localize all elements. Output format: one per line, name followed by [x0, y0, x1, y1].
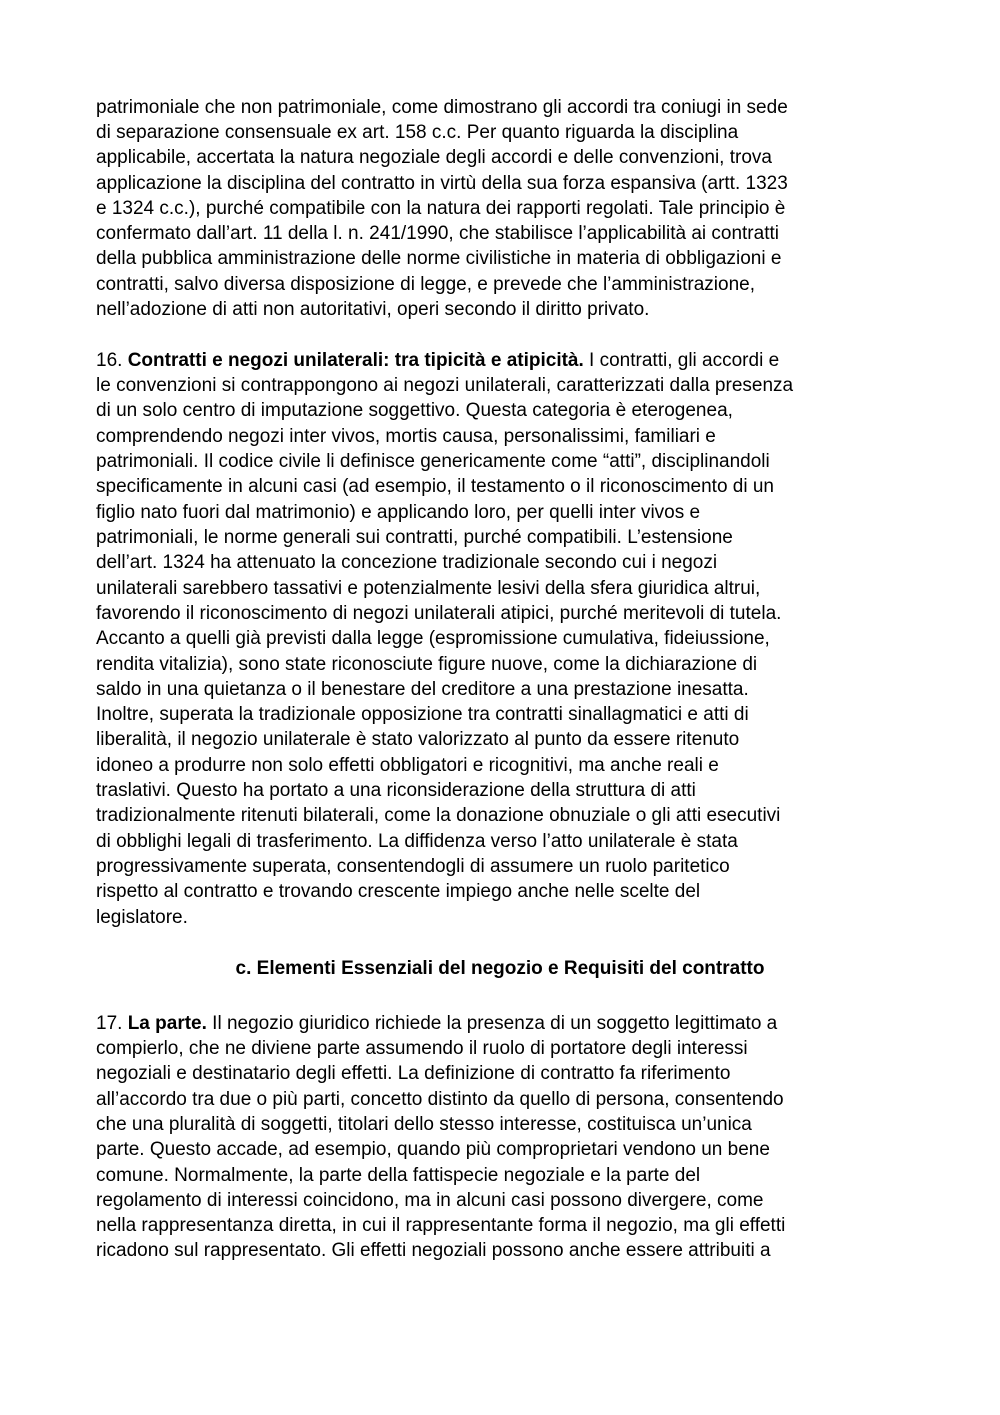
section-title: Contratti e negozi unilaterali: tra tipicità e atipicità. — [127, 350, 584, 371]
text-line: Inoltre, superata la tradizionale opposizione tra contratti sinallagmatici e atti di — [96, 704, 749, 725]
text-line: patrimoniali. Il codice civile li definisce genericamente come “atti”, disciplinandoli — [96, 451, 770, 472]
text-line: unilaterali sarebbero tassativi e potenzialmente lesivi della sfera giuridica altrui, — [96, 578, 761, 599]
text-line: ricadono sul rappresentato. Gli effetti negoziali possono anche essere attribuiti a — [96, 1240, 771, 1261]
text-line: Accanto a quelli già previsti dalla legge (espromissione cumulativa, fideiussione, — [96, 628, 770, 649]
text-line: negoziali e destinatario degli effetti. La definizione di contratto fa riferimento — [96, 1063, 731, 1084]
text-line: patrimoniali, le norme generali sui contratti, purché compatibili. L’estensione — [96, 527, 733, 548]
text-run: Il negozio giuridico richiede la presenza di un soggetto legittimato a — [206, 1013, 778, 1034]
section-17-first-line — [96, 1011, 777, 1036]
section-number: 17. — [96, 1013, 128, 1034]
text-line: dell’art. 1324 ha attenuato la concezione tradizionale secondo cui i negozi — [96, 552, 718, 573]
text-line: liberalità, il negozio unilaterale è stato valorizzato al punto da essere ritenuto — [96, 729, 740, 750]
text-run: I contratti, gli accordi e — [583, 350, 780, 371]
text-line: di obblighi legali di trasferimento. La diffidenza verso l’atto unilaterale è stata — [96, 831, 738, 852]
text-line: e 1324 c.c.), purché compatibile con la natura dei rapporti regolati. Tale principio è — [96, 198, 786, 219]
text-line: applicazione la disciplina del contratto in virtù della sua forza espansiva (artt. 1323 — [96, 173, 788, 194]
text-line: applicabile, accertata la natura negoziale degli accordi e delle convenzioni, trova — [96, 147, 772, 168]
text-line: patrimoniale che non patrimoniale, come dimostrano gli accordi tra coniugi in sede — [96, 97, 788, 118]
text-line: nella rappresentanza diretta, in cui il rappresentante forma il negozio, ma gli effetti — [96, 1215, 786, 1236]
text-line: legislatore. — [96, 907, 188, 928]
text-line: contratti, salvo diversa disposizione di legge, e prevede che l’amministrazione, — [96, 274, 756, 295]
text-line: favorendo il riconoscimento di negozi unilaterali atipici, purché meritevoli di tutela. — [96, 603, 782, 624]
text-line: della pubblica amministrazione delle norme civilistiche in materia di obbligazioni e — [96, 248, 782, 269]
section-16-first-line — [96, 348, 779, 373]
text-line: progressivamente superata, consentendogli di assumere un ruolo paritetico — [96, 856, 730, 877]
text-line: tradizionalmente ritenuti bilaterali, come la donazione obnuziale o gli atti esecutivi — [96, 805, 781, 826]
text-line: parte. Questo accade, ad esempio, quando più comproprietari vendono un bene — [96, 1139, 770, 1160]
text-line: nell’adozione di atti non autoritativi, operi secondo il diritto privato. — [96, 299, 650, 320]
text-line: confermato dall’art. 11 della l. n. 241/1990, che stabilisce l’applicabilità ai contratti — [96, 223, 779, 244]
text-line: regolamento di interessi coincidono, ma in alcuni casi possono divergere, come — [96, 1190, 764, 1211]
text-line: traslativi. Questo ha portato a una riconsiderazione della struttura di atti — [96, 780, 696, 801]
text-line: idoneo a produrre non solo effetti obbligatori e ricognitivi, ma anche reali e — [96, 755, 719, 776]
text-line: figlio nato fuori dal matrimonio) e applicando loro, per quelli inter vivos e — [96, 502, 701, 523]
text-line: saldo in una quietanza o il benestare del creditore a una prestazione inesatta. — [96, 679, 749, 700]
text-line: che una pluralità di soggetti, titolari dello stesso interesse, costituisca un’unica — [96, 1114, 752, 1135]
text-line: di separazione consensuale ex art. 158 c.c. Per quanto riguarda la disciplina — [96, 122, 739, 143]
text-line: rendita vitalizia), sono state riconosciute figure nuove, come la dichiarazione di — [96, 654, 758, 675]
text-line: comune. Normalmente, la parte della fattispecie negoziale e la parte del — [96, 1165, 701, 1186]
text-line: comprendendo negozi inter vivos, mortis causa, personalissimi, familiari e — [96, 426, 716, 447]
text-line: di un solo centro di imputazione soggettivo. Questa categoria è eterogenea, — [96, 400, 733, 421]
section-number: 16. — [96, 350, 128, 371]
text-line: all’accordo tra due o più parti, concetto distinto da quello di persona, consentendo — [96, 1089, 784, 1110]
text-line: compierlo, che ne diviene parte assumendo il ruolo di portatore degli interessi — [96, 1038, 748, 1059]
text-line: le convenzioni si contrappongono ai negozi unilaterali, caratterizzati dalla presenza — [96, 375, 794, 396]
section-title: La parte. — [127, 1013, 207, 1034]
section-heading: c. Elementi Essenziali del negozio e Requisiti del contratto — [235, 958, 765, 979]
text-line: rispetto al contratto e trovando crescente impiego anche nelle scelte del — [96, 881, 701, 902]
text-line: specificamente in alcuni casi (ad esempio, il testamento o il riconoscimento di un — [96, 476, 774, 497]
